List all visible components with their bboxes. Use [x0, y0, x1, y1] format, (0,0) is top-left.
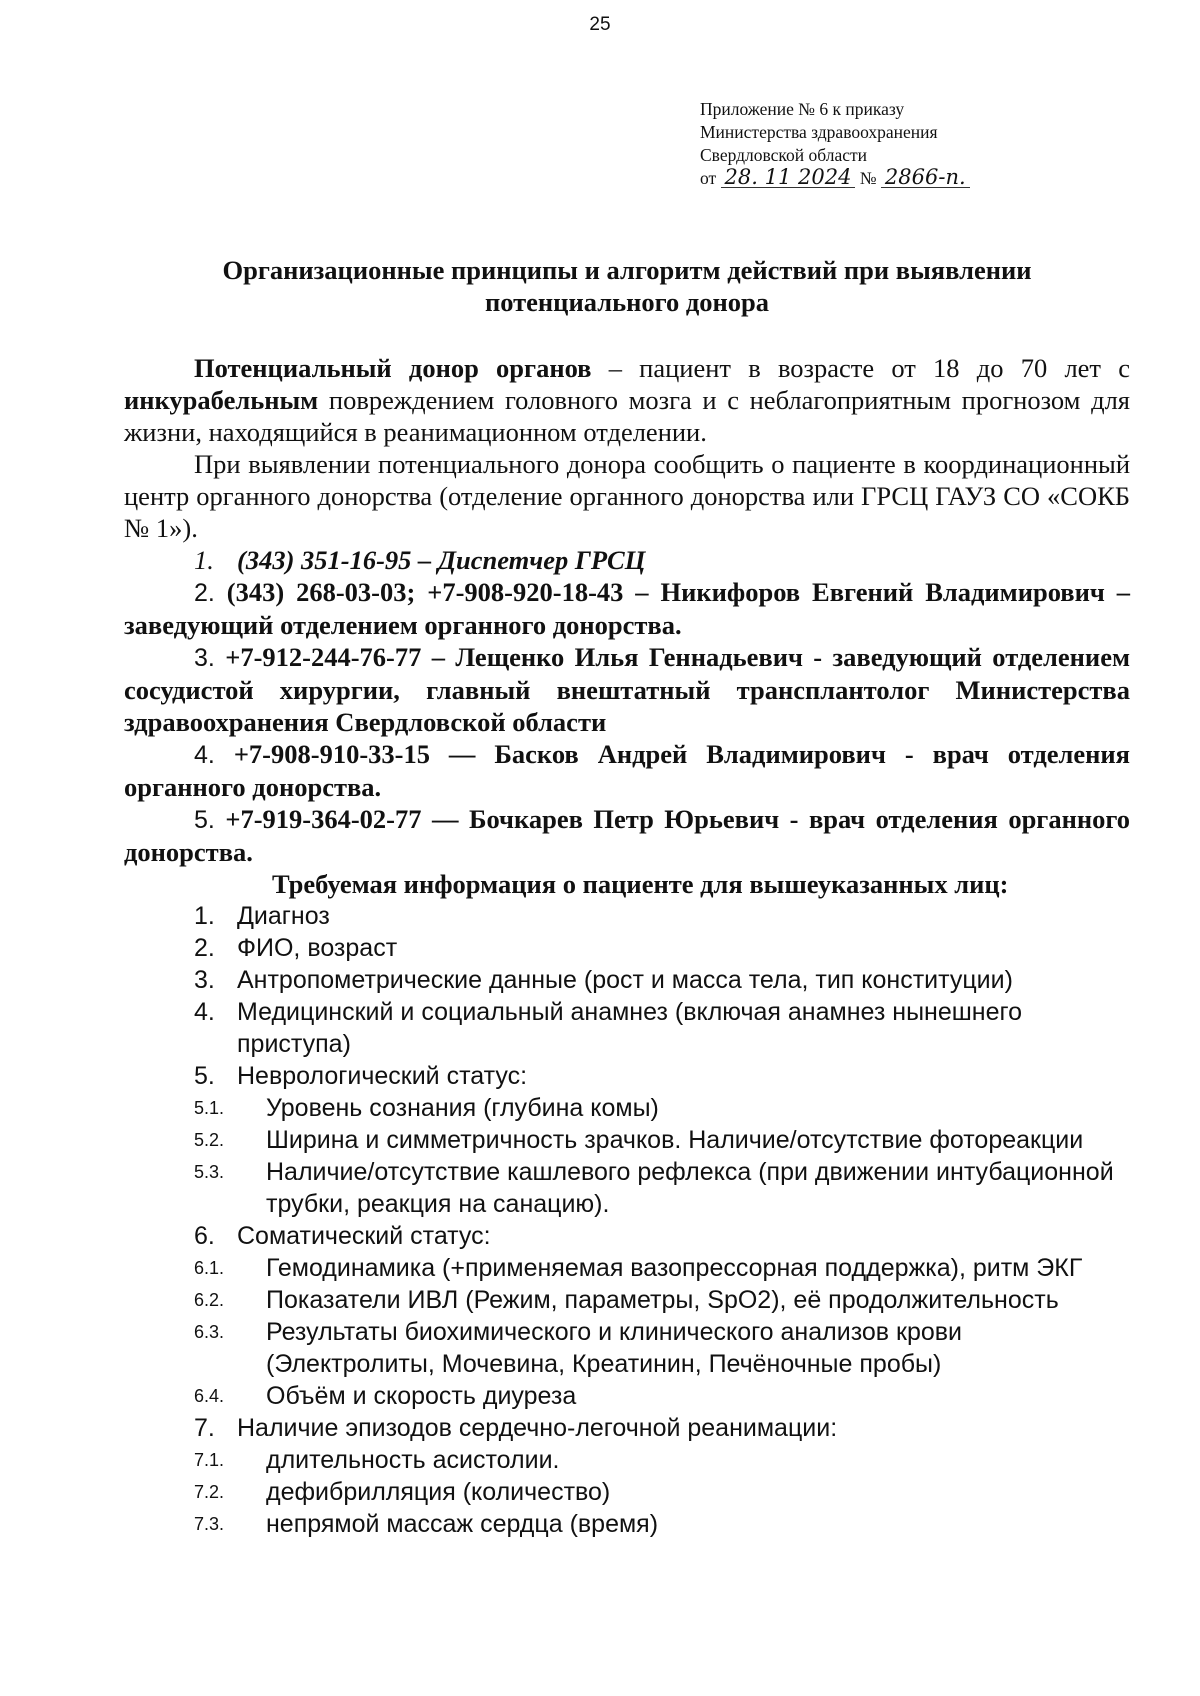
info-heading: Требуемая информация о пациенте для вышеуказанных лиц:	[272, 869, 1009, 899]
info-item	[124, 996, 1130, 1060]
definition-term: Потенциальный донор органов	[194, 353, 592, 383]
info-subitem	[124, 1284, 1130, 1316]
item-number: 6.	[194, 1222, 215, 1250]
item-text: непрямой массаж сердца (время)	[266, 1510, 659, 1538]
order-header	[700, 98, 1120, 190]
contact-number: 2.	[194, 579, 215, 607]
info-list	[124, 900, 1130, 1540]
item-text: ФИО, возраст	[237, 934, 398, 962]
info-subitem	[124, 1156, 1130, 1220]
item-number: 6.3.	[194, 1322, 225, 1342]
item-number: 7.1.	[194, 1450, 225, 1470]
definition-part-2: повреждением головного мозга и с неблагоприятным прогнозом для жизни, находящийся в реанимационном отделении.	[124, 385, 1130, 447]
info-item	[124, 900, 1130, 932]
item-text: Медицинский и социальный анамнез (включая анамнез нынешнего приступа)	[237, 998, 1022, 1058]
contact-number: 5.	[194, 806, 215, 834]
item-number: 7.	[194, 1414, 215, 1442]
item-number: 6.1.	[194, 1258, 225, 1278]
document-body	[124, 352, 1130, 1540]
item-number: 5.	[194, 1062, 215, 1090]
info-item	[124, 1412, 1130, 1444]
handwritten-number: 2866-п.	[881, 167, 970, 188]
contact-text: +7-919-364-02-77 — Бочкарев Петр Юрьевич - врач отделения органного донорства.	[124, 804, 1131, 867]
header-date-line	[700, 167, 1120, 190]
contact-text: +7-912-244-76-77 – Лещенко Илья Геннадьевич - заведующий отделением сосудистой хирургии, главный внештатный трансплантолог Министерства здравоохранения Свердловской области	[124, 642, 1131, 737]
header-line-3: Свердловской области	[700, 145, 868, 165]
item-number: 3.	[194, 966, 215, 994]
item-text: Ширина и симметричность зрачков. Наличие/отсутствие фотореакции	[266, 1126, 1084, 1154]
number-prefix: №	[859, 168, 877, 188]
info-subitem	[124, 1252, 1130, 1284]
page-number: 25	[589, 14, 611, 35]
item-text: длительность асистолии.	[266, 1446, 560, 1474]
contact-item	[124, 641, 1130, 738]
contact-number: 3.	[194, 644, 215, 672]
info-subitem	[124, 1476, 1130, 1508]
info-item	[124, 1060, 1130, 1092]
definition-paragraph	[124, 352, 1130, 448]
item-text: дефибрилляция (количество)	[266, 1478, 611, 1506]
header-line-1: Приложение № 6 к приказу	[700, 99, 905, 119]
info-subitem	[124, 1316, 1130, 1380]
item-text: Гемодинамика (+применяемая вазопрессорная поддержка), ритм ЭКГ	[266, 1254, 1083, 1282]
info-subitem	[124, 1380, 1130, 1412]
item-text: Антропометрические данные (рост и масса тела, тип конституции)	[237, 966, 1013, 994]
item-text: Соматический статус:	[237, 1222, 491, 1250]
contact-text: (343) 268-03-03; +7-908-920-18-43 – Никифоров Евгений Владимирович – заведующий отделением органного донорства.	[124, 577, 1130, 640]
instruction-paragraph: При выявлении потенциального донора сообщить о пациенте в координационный центр органного донорства (отделение органного донорства или ГРСЦ ГАУЗ СО «СОКБ № 1»).	[124, 449, 1130, 543]
item-text: Наличие эпизодов сердечно-легочной реанимации:	[237, 1414, 838, 1442]
contact-number: 1.	[194, 545, 214, 575]
item-number: 1.	[194, 902, 215, 930]
info-item	[124, 932, 1130, 964]
definition-part-1: – пациент в возрасте от 18 до 70 лет с	[591, 353, 1130, 383]
item-number: 7.3.	[194, 1514, 225, 1534]
contact-text: (343) 351-16-95 – Диспетчер ГРСЦ	[237, 545, 646, 575]
item-number: 2.	[194, 934, 215, 962]
item-text: Объём и скорость диуреза	[266, 1382, 577, 1410]
info-subitem	[124, 1092, 1130, 1124]
handwritten-date: 28. 11 2024	[721, 167, 856, 188]
item-number: 6.2.	[194, 1290, 225, 1310]
info-item	[124, 1220, 1130, 1252]
contact-item	[124, 738, 1130, 803]
item-number: 7.2.	[194, 1482, 225, 1502]
title-line-1: Организационные принципы и алгоритм действий при выявлении	[222, 255, 1032, 285]
item-text: Результаты биохимического и клинического анализов крови (Электролиты, Мочевина, Креатинин, Печёночные пробы)	[266, 1318, 962, 1378]
item-number: 5.2.	[194, 1130, 225, 1150]
item-number: 6.4.	[194, 1386, 225, 1406]
contact-item	[124, 544, 1130, 576]
header-line-2: Министерства здравоохранения	[700, 122, 938, 142]
info-subitem	[124, 1124, 1130, 1156]
contact-number: 4.	[194, 741, 215, 769]
item-text: Неврологический статус:	[237, 1062, 528, 1090]
item-text: Наличие/отсутствие кашлевого рефлекса (при движении интубационной трубки, реакция на санацию).	[266, 1158, 1114, 1218]
title-line-2: потенциального донора	[484, 287, 770, 317]
item-number: 4.	[194, 998, 215, 1026]
definition-bold-word: инкурабельным	[124, 385, 319, 415]
item-number: 5.3.	[194, 1162, 225, 1182]
info-subitem	[124, 1508, 1130, 1540]
info-subitem	[124, 1444, 1130, 1476]
document-title	[124, 254, 1130, 318]
item-number: 5.1.	[194, 1098, 225, 1118]
contact-item	[124, 576, 1130, 641]
item-text: Показатели ИВЛ (Режим, параметры, SpO2), её продолжительность	[266, 1286, 1059, 1314]
info-item	[124, 964, 1130, 996]
contact-text: +7-908-910-33-15 — Басков Андрей Владимирович - врач отделения органного донорства.	[124, 739, 1131, 802]
item-text: Диагноз	[237, 902, 330, 930]
contact-item	[124, 803, 1130, 868]
date-prefix: от	[700, 168, 717, 188]
item-text: Уровень сознания (глубина комы)	[266, 1094, 659, 1122]
